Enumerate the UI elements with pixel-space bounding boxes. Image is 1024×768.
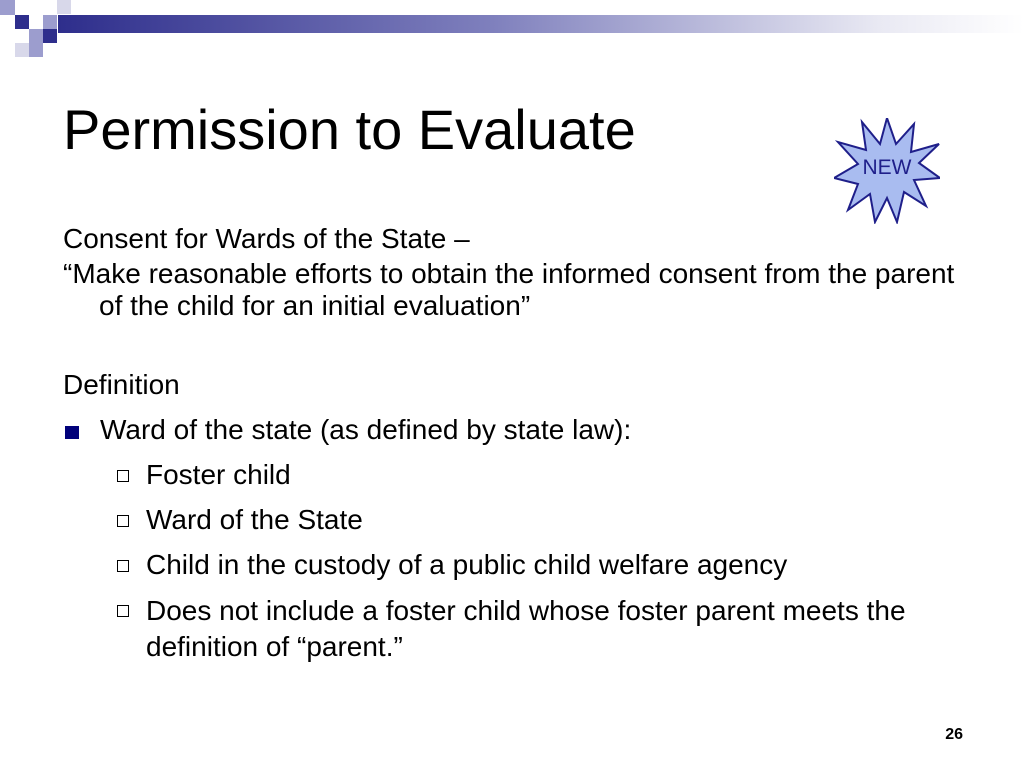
decor-square: [43, 29, 57, 43]
bullet-item: [63, 413, 963, 447]
slide-number: 26: [945, 726, 963, 743]
sub-bullet-text: Ward of the State: [146, 504, 363, 535]
definition-heading: Definition: [63, 369, 180, 400]
sub-bullet-item: [63, 503, 963, 537]
sub-bullet-text: Foster child: [146, 459, 291, 490]
slide-title: Permission to Evaluate: [63, 98, 636, 161]
sub-bullet-item: [63, 593, 963, 665]
hollow-square-bullet-icon: [117, 515, 129, 527]
hollow-square-bullet-icon: [117, 470, 129, 482]
decor-square: [29, 29, 43, 43]
decor-square: [43, 15, 57, 29]
header-gradient-bar: [58, 15, 1024, 33]
decor-square: [29, 43, 43, 57]
hollow-square-bullet-icon: [117, 605, 129, 617]
hollow-square-bullet-icon: [117, 560, 129, 572]
sub-bullet-text: Child in the custody of a public child welfare agency: [146, 549, 788, 580]
sub-bullet-item: [63, 548, 963, 582]
new-badge: [834, 118, 940, 224]
decor-square: [57, 0, 71, 14]
square-bullet-icon: [65, 426, 79, 439]
sub-bullet-text: Does not include a foster child whose foster parent meets the definition of “parent.”: [146, 595, 906, 662]
decor-square: [15, 43, 29, 57]
regulation-quote: “Make reasonable efforts to obtain the informed consent from the parent of the child for an initial evaluation”: [63, 258, 955, 321]
sub-bullet-item: [63, 458, 963, 492]
slide-body: [63, 222, 963, 665]
template-decoration: [0, 0, 1024, 70]
bullet-text: Ward of the state (as defined by state law):: [100, 414, 632, 445]
new-badge-label: NEW: [862, 156, 912, 179]
decor-square: [0, 0, 15, 15]
sub-bullet-list: [63, 458, 963, 665]
intro-heading: Consent for Wards of the State –: [63, 223, 470, 254]
decor-square: [15, 15, 29, 29]
